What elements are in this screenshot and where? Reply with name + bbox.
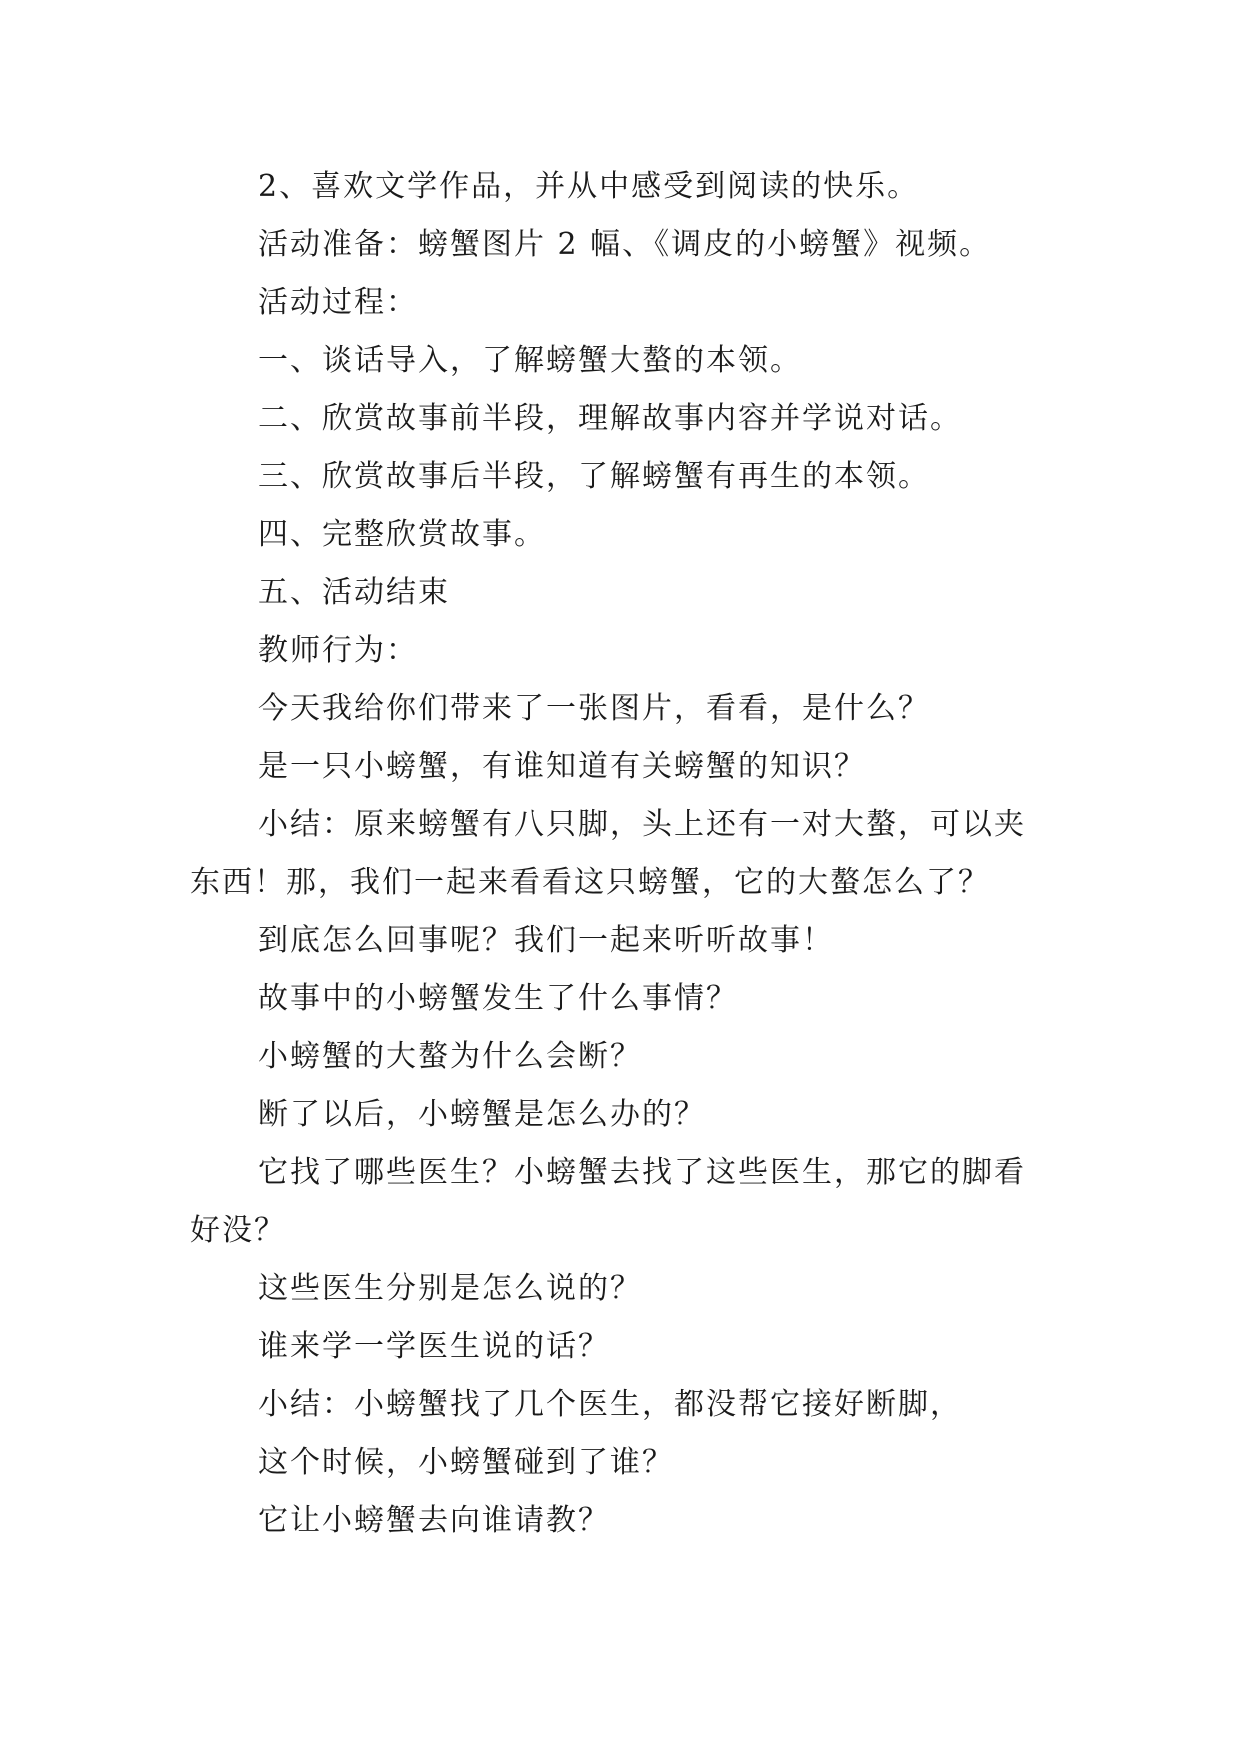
paragraph-step-2: 二、欣赏故事前半段，理解故事内容并学说对话。 <box>258 401 962 436</box>
paragraph-question: 谁来学一学医生说的话？ <box>258 1329 610 1364</box>
paragraph-summary: 小结：原来螃蟹有八只脚，头上还有一对大螯，可以夹东西！那，我们一起来看看这只螃蟹，它的大螯怎么了？ <box>190 807 1026 900</box>
paragraph-summary: 小结：小螃蟹找了几个医生，都没帮它接好断脚， <box>258 1387 962 1422</box>
paragraph-step-4: 四、完整欣赏故事。 <box>258 517 546 552</box>
paragraph-step-5: 五、活动结束 <box>258 575 450 610</box>
paragraph-question: 它让小螃蟹去向谁请教？ <box>258 1503 610 1538</box>
paragraph-teacher-behavior-heading: 教师行为： <box>258 633 418 668</box>
paragraph-question: 这个时候，小螃蟹碰到了谁？ <box>258 1445 674 1480</box>
paragraph-question: 到底怎么回事呢？我们一起来听听故事！ <box>258 923 834 958</box>
document-body <box>190 158 1052 1550</box>
paragraph-step-3: 三、欣赏故事后半段，了解螃蟹有再生的本领。 <box>258 459 930 494</box>
paragraph-question: 断了以后，小螃蟹是怎么办的？ <box>258 1097 706 1132</box>
paragraph-question: 故事中的小螃蟹发生了什么事情？ <box>258 981 738 1016</box>
paragraph-question: 是一只小螃蟹，有谁知道有关螃蟹的知识？ <box>258 749 866 784</box>
paragraph-question: 小螃蟹的大螯为什么会断？ <box>258 1039 642 1074</box>
paragraph-step-1: 一、谈话导入，了解螃蟹大螯的本领。 <box>258 343 802 378</box>
paragraph-activity-preparation: 活动准备：螃蟹图片 2 幅、《调皮的小螃蟹》视频。 <box>258 227 992 262</box>
paragraph-question: 这些医生分别是怎么说的？ <box>258 1271 642 1306</box>
paragraph-objective-2: 2、喜欢文学作品，并从中感受到阅读的快乐。 <box>258 169 920 204</box>
paragraph-activity-process-heading: 活动过程： <box>258 285 418 320</box>
paragraph-question: 它找了哪些医生？小螃蟹去找了这些医生，那它的脚看好没？ <box>190 1155 1026 1248</box>
paragraph-question: 今天我给你们带来了一张图片，看看，是什么？ <box>258 691 930 726</box>
